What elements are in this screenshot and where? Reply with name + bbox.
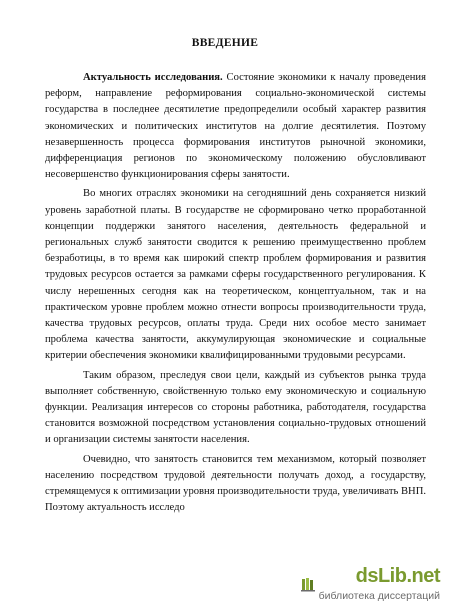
watermark-text (319, 565, 440, 602)
watermark-logo: dsLib.net (355, 565, 440, 587)
document-body (45, 70, 426, 519)
paragraph-4 (45, 452, 426, 517)
paragraph-text: Таким образом, преследуя свои цели, каждый из субъектов рынка труда выполняет собственную, свойственную только ему экономическую и социальную функции. Реализация интересов со стороны работника, работодателя, государства становится возможной посредством установления социально-трудовых отношений и организации системы занятости населения. (45, 369, 426, 446)
watermark-subtitle: библиотека диссертаций (318, 590, 440, 602)
books-icon (301, 576, 317, 592)
dslib-watermark[interactable] (297, 563, 444, 604)
paragraph-1 (45, 70, 426, 183)
paragraph-text: Во многих отраслях экономики на сегодняшний день сохраняется низкий уровень заработной платы. В государстве не сформировано четко проработанной концепции поддержки занятого населения, деятельность федеральной и региональных служб занятости сводится к решению преимущественно проблем безработицы, в то время как широкий спектр проблем формирования и развития трудовых ресурсов остается за рамками сферы государственного регулирования. К числу нерешенных сегодня как на теоретическом, концептуальном, так и на практическом уровне проблем можно отнести вопросы производительности труда, качества трудовых ресурсов, оплаты труда. Среди них особое место занимает проблема качества занятости, аккумулирующая экономические и социальные критерии обеспечения экономики квалифицированными трудовыми ресурсами. (45, 188, 426, 362)
paragraph-3 (45, 368, 426, 449)
paragraph-lead: Актуальность исследования. (83, 72, 223, 83)
paragraph-2 (45, 186, 426, 364)
paragraph-text: Очевидно, что занятость становится тем механизмом, который позволяет населению посредством трудовой деятельности получать доход, а государству, стремящемуся к оптимизации уровня производительности труда, увеличивать ВНП. Поэтому актуальность исследо (45, 453, 426, 514)
paragraph-text: Состояние экономики к началу проведения реформ, направление реформирования социально-экономической системы государства в последнее десятилетие предопределили особый характер развития экономических и политических институтов на долгие десятилетия. Поэтому незавершенность процесса формирования институтов рыночной экономики, дифференциация регионов по экономическому положению обусловливают несовершенство функционирования сферы занятости. (45, 72, 426, 181)
page-title: ВВЕДЕНИЕ (191, 37, 259, 49)
